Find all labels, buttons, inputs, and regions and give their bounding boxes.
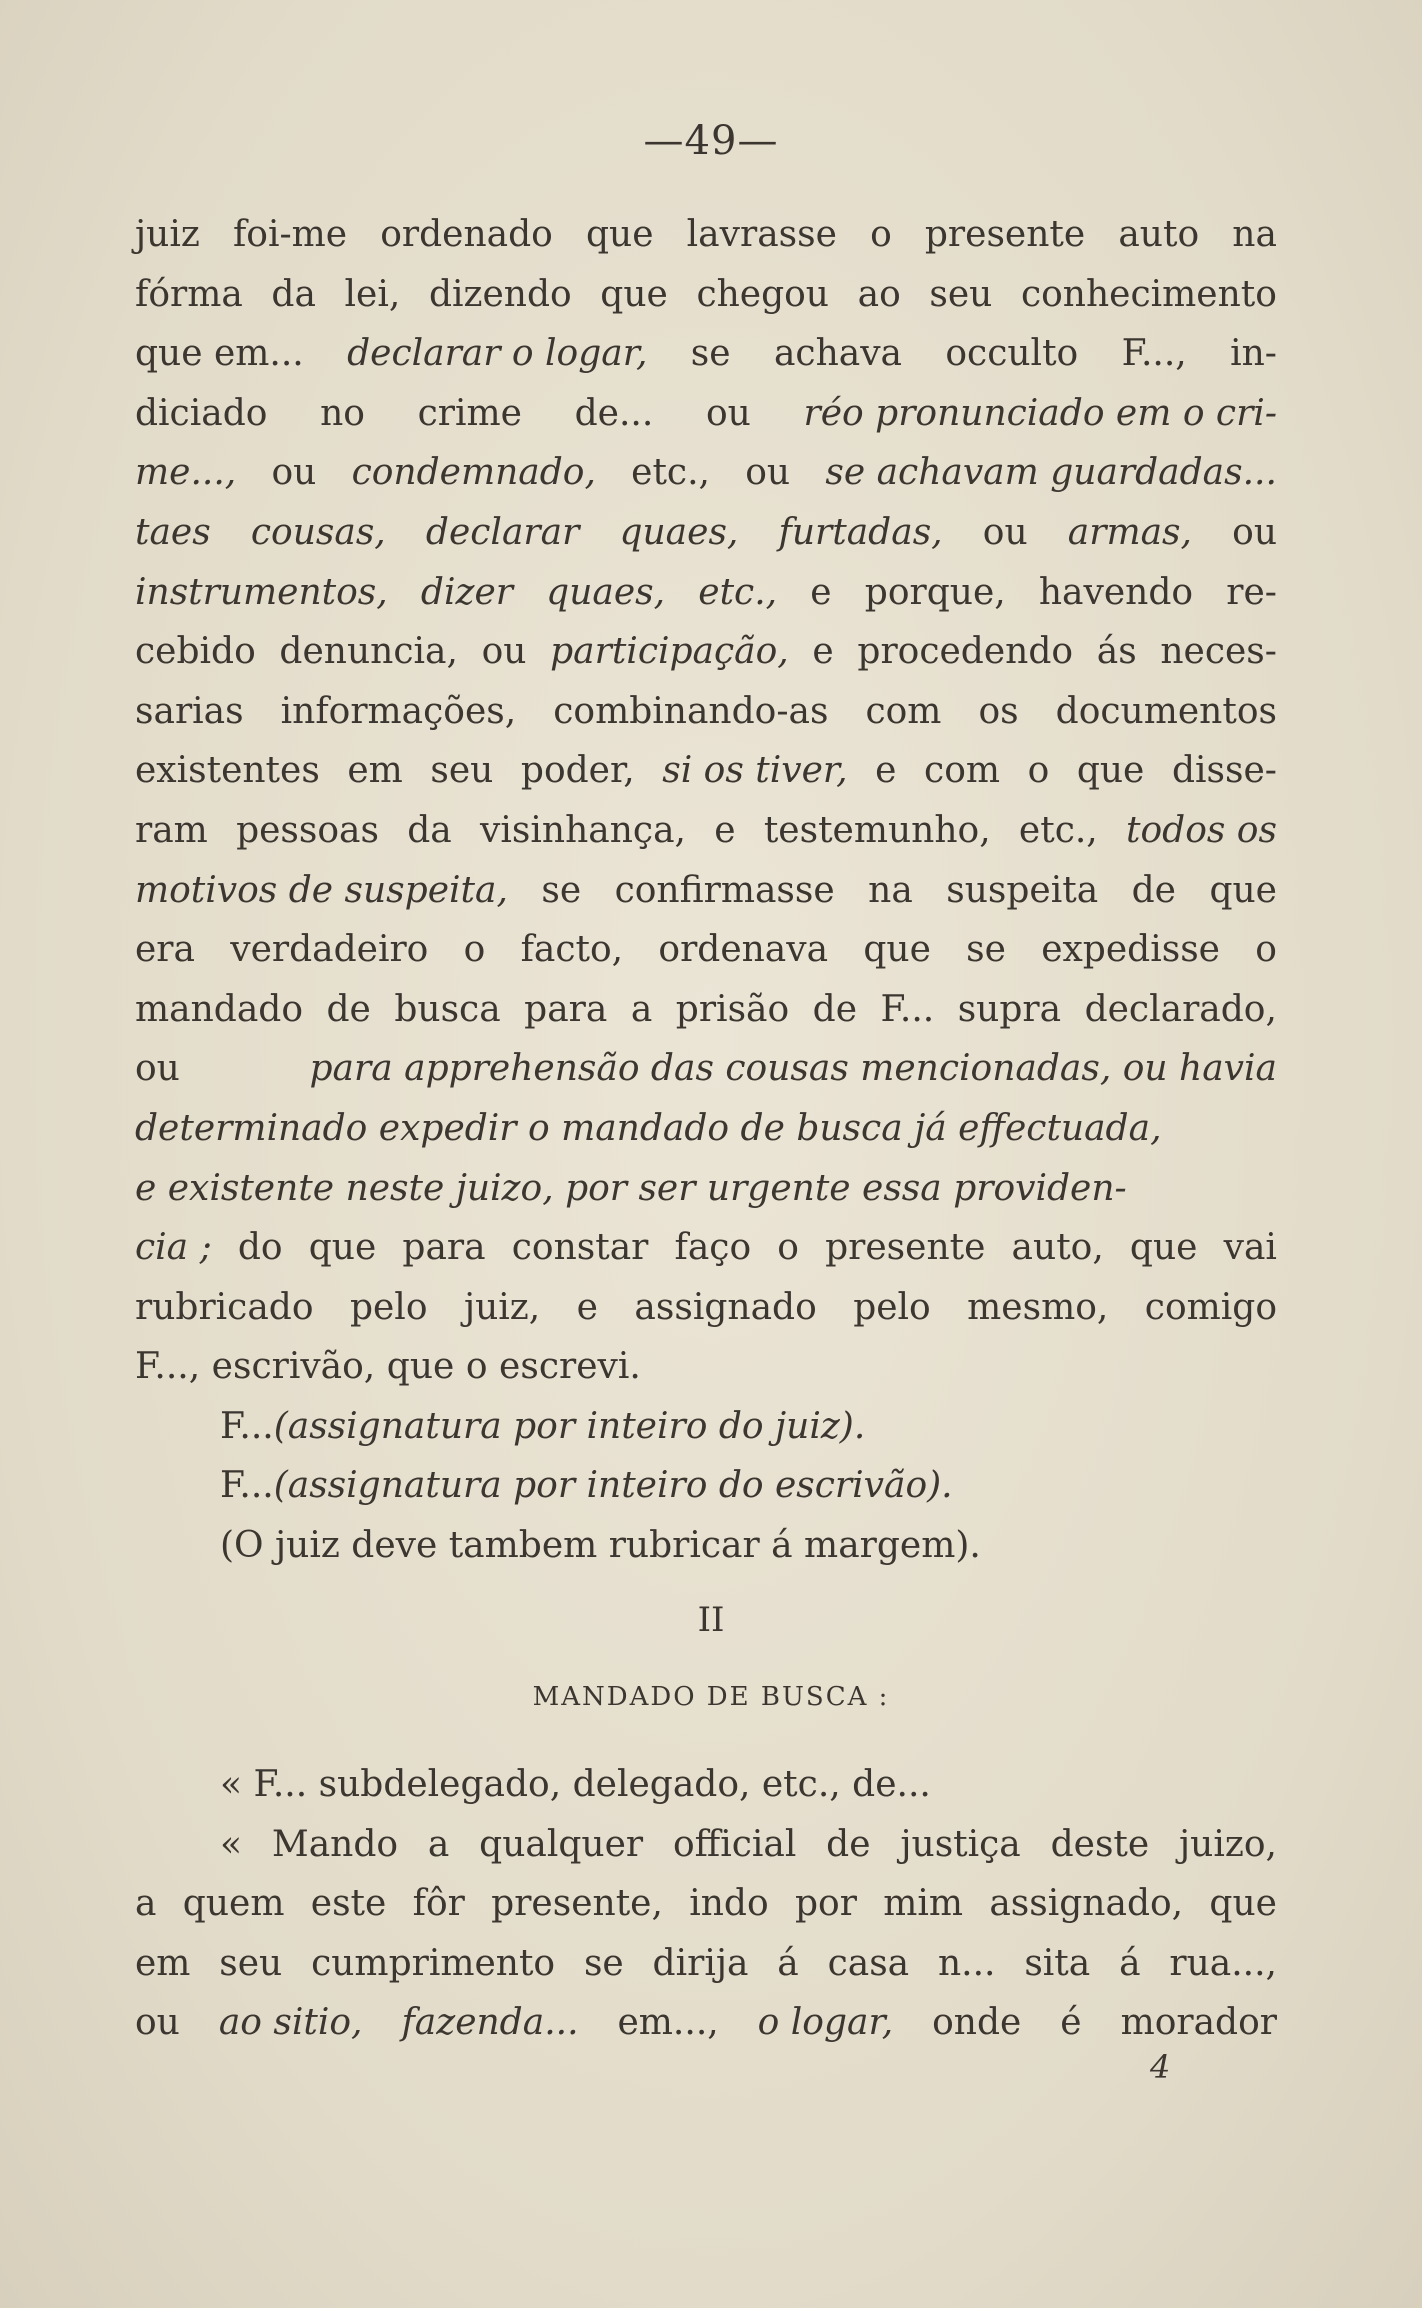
word: sita <box>1024 1942 1091 1984</box>
word: que <box>1209 869 1277 911</box>
section-text <box>135 1755 1277 2053</box>
text-line <box>135 741 1277 801</box>
word: supra <box>957 988 1062 1030</box>
word: chegou <box>696 273 829 315</box>
word: que <box>1129 1227 1198 1269</box>
word: escrivão, <box>211 1346 376 1388</box>
word: n... <box>937 1942 996 1984</box>
word: e <box>812 631 834 673</box>
word: vai <box>1223 1227 1277 1269</box>
word: os <box>978 690 1019 732</box>
word: prisão <box>675 988 790 1030</box>
word: etc., <box>631 452 710 494</box>
word: que <box>863 929 931 971</box>
word: e <box>576 1286 598 1328</box>
word: constar <box>511 1227 649 1269</box>
italic-word: motivos de suspeita, <box>135 869 508 911</box>
italic-word: o logar, <box>757 2002 894 2044</box>
word: foi-me <box>232 214 348 255</box>
word: indo <box>689 1883 769 1925</box>
word: presente <box>825 1227 986 1269</box>
italic-word: armas, <box>1067 511 1192 553</box>
italic-word: réo pronunciado em o cri- <box>803 392 1277 434</box>
word: morador <box>1120 2002 1277 2044</box>
text-line <box>135 1337 1277 1397</box>
word: re- <box>1226 571 1277 613</box>
text-line <box>135 1456 1277 1516</box>
word: o <box>1027 750 1050 792</box>
word: se <box>966 929 1006 971</box>
word: de <box>326 988 371 1030</box>
word: disse- <box>1171 750 1277 792</box>
word: em <box>135 1942 191 1984</box>
word: justiça <box>900 1823 1021 1865</box>
word: conhecimento <box>1020 273 1277 315</box>
word: etc., <box>1018 809 1098 851</box>
word: fôr <box>412 1883 465 1925</box>
word: pessoas <box>236 809 379 851</box>
word: comigo <box>1144 1286 1277 1328</box>
italic-word: declarar <box>425 511 580 553</box>
word: ou <box>271 452 317 494</box>
word: seu <box>929 273 993 315</box>
word: ou <box>705 392 751 434</box>
word: mesmo, <box>967 1286 1109 1328</box>
word: ou <box>745 452 791 494</box>
word: para <box>402 1227 486 1269</box>
word: verdadeiro <box>230 929 429 971</box>
word: documentos <box>1055 690 1277 732</box>
word: havendo <box>1038 571 1194 613</box>
text-line <box>135 1159 1277 1219</box>
word: declarado, <box>1084 988 1277 1030</box>
word: se <box>541 869 582 911</box>
word: ou <box>481 631 527 673</box>
word: presente <box>924 214 1086 255</box>
word: seu <box>219 1942 283 1984</box>
italic-word: ao sitio, <box>218 2002 363 2044</box>
word: fórma <box>135 273 243 315</box>
word: denuncia, <box>279 631 458 673</box>
word: e <box>714 809 736 851</box>
italic-word: participação, <box>550 631 789 673</box>
word: o <box>777 1227 799 1269</box>
word: auto <box>1118 214 1200 255</box>
word: dizendo <box>428 273 572 315</box>
word: que <box>308 1227 377 1269</box>
word: deste <box>1050 1823 1150 1865</box>
word: na <box>868 869 913 911</box>
word: ordenado <box>380 214 553 255</box>
word: assignado, <box>989 1883 1184 1925</box>
word: mandado <box>135 988 304 1030</box>
word: porque, <box>864 571 1006 613</box>
text-line <box>135 503 1277 563</box>
word: que <box>386 1346 455 1388</box>
word: cumprimento <box>311 1942 556 1984</box>
word: o <box>870 214 892 255</box>
signature-mark: 4 <box>1150 2048 1171 2086</box>
word: dirija <box>652 1942 749 1984</box>
text-line <box>135 622 1277 682</box>
word: o <box>1255 929 1277 971</box>
word: era <box>135 929 195 971</box>
word: auto, <box>1011 1227 1104 1269</box>
word: presente, <box>491 1883 663 1925</box>
page-number: —49— <box>643 118 779 164</box>
text-line <box>135 1874 1277 1934</box>
text-line <box>135 443 1277 503</box>
section-title: MANDADO DE BUSCA : <box>532 1682 890 1712</box>
word: cebido <box>135 631 256 673</box>
text-line <box>135 1218 1277 1278</box>
word: ou <box>135 1048 180 1090</box>
word: suspeita <box>946 869 1099 911</box>
word: Mando <box>271 1823 399 1865</box>
italic-word: instrumentos, <box>135 571 388 613</box>
word: com <box>865 690 942 732</box>
word: escrevi. <box>499 1346 641 1388</box>
word: e <box>810 571 832 613</box>
italic-word: condemnado, <box>351 452 596 494</box>
word: ram <box>135 809 208 851</box>
word: seu <box>430 750 494 792</box>
word: expedisse <box>1041 929 1220 971</box>
word: F... <box>220 1465 274 1507</box>
italic-word: determinado expedir o mandado de busca já effectuada, <box>135 1107 1162 1149</box>
word: (O juiz deve tambem rubricar á margem). <box>220 1525 981 1567</box>
word: juiz, <box>463 1286 541 1328</box>
word: ou <box>1232 511 1277 553</box>
word: á <box>1119 1942 1141 1984</box>
word: pelo <box>349 1286 428 1328</box>
word: se <box>690 333 731 375</box>
word: de <box>812 988 858 1030</box>
word: diciado <box>135 392 268 434</box>
word: F..., <box>135 1346 201 1388</box>
word: rua..., <box>1169 1942 1277 1984</box>
word: do <box>237 1227 283 1269</box>
word: o <box>463 929 486 971</box>
text-line <box>135 1397 1277 1457</box>
word: a <box>630 988 653 1030</box>
italic-word: para apprehensão das cousas mencionadas, ou havia <box>309 1048 1277 1090</box>
word: juizo, <box>1179 1823 1277 1865</box>
word: procedendo <box>857 631 1074 673</box>
word: existentes <box>135 750 320 792</box>
italic-word: dizer <box>420 571 513 613</box>
italic-word: furtadas, <box>778 511 943 553</box>
word: casa <box>827 1942 910 1984</box>
word: este <box>310 1883 387 1925</box>
word: busca <box>394 988 501 1030</box>
word: na <box>1232 214 1277 255</box>
italic-word: e existente neste juizo, por ser urgente essa providen- <box>135 1167 1127 1209</box>
word: crime <box>417 392 522 434</box>
text-line <box>135 265 1277 325</box>
word: onde <box>932 2002 1022 2044</box>
text-line <box>135 563 1277 623</box>
italic-word: fazenda... <box>401 2002 579 2044</box>
word: occulto <box>945 333 1079 375</box>
word: da <box>271 273 316 315</box>
italic-word: cia ; <box>135 1227 212 1269</box>
word: mim <box>883 1883 964 1925</box>
word: que em... <box>135 333 304 375</box>
section-number: II <box>697 1600 725 1640</box>
text-line <box>135 682 1277 742</box>
text-line <box>135 1934 1277 1994</box>
italic-word: quaes, <box>619 511 739 553</box>
text-line <box>135 1993 1277 2053</box>
word: a <box>135 1883 157 1925</box>
word: « <box>220 1823 243 1865</box>
word: assignado <box>634 1286 817 1328</box>
word: official <box>672 1823 797 1865</box>
word: em <box>347 750 403 792</box>
word: informações, <box>280 690 517 732</box>
italic-word: cousas, <box>250 511 386 553</box>
word: que <box>585 214 654 255</box>
word: de <box>826 1823 871 1865</box>
italic-word: (assignatura por inteiro do juiz). <box>273 1405 866 1447</box>
word: poder, <box>520 750 635 792</box>
text-line <box>135 324 1277 384</box>
italic-word: (assignatura por inteiro do escrivão). <box>273 1465 953 1507</box>
word: pelo <box>853 1286 931 1328</box>
text-line <box>135 1039 1277 1099</box>
body-text <box>135 205 1277 1576</box>
text-line <box>135 861 1277 921</box>
word: para <box>524 988 608 1030</box>
text-line <box>135 801 1277 861</box>
word: que <box>1076 750 1145 792</box>
text-line <box>135 980 1277 1040</box>
word: F..., <box>1121 333 1187 375</box>
italic-word: me..., <box>135 452 237 494</box>
text-line <box>135 1099 1277 1159</box>
word: juiz <box>135 214 200 255</box>
text-line <box>135 1278 1277 1338</box>
word: lavrasse <box>686 214 837 255</box>
word: testemunho, <box>763 809 991 851</box>
word: e <box>875 750 897 792</box>
word: lei, <box>344 273 401 315</box>
word: F... <box>880 988 935 1030</box>
italic-word: etc., <box>698 571 778 613</box>
word: ás <box>1096 631 1137 673</box>
word: a <box>427 1823 450 1865</box>
word: « F... subdelegado, delegado, etc., de... <box>220 1764 931 1805</box>
word: á <box>777 1942 799 1984</box>
word: combinando-as <box>553 690 829 732</box>
word: ao <box>857 273 901 315</box>
text-line <box>135 1755 1277 1815</box>
italic-word: declarar o logar, <box>347 333 648 375</box>
word: rubricado <box>135 1286 314 1328</box>
text-line <box>135 205 1277 265</box>
word: neces- <box>1160 631 1277 673</box>
word: quem <box>182 1883 285 1925</box>
italic-word: si os tiver, <box>662 750 848 792</box>
word: qualquer <box>479 1823 644 1865</box>
word: sarias <box>135 690 244 732</box>
word: de <box>1131 869 1176 911</box>
italic-word: taes <box>135 511 211 553</box>
word: confirmasse <box>614 869 835 911</box>
word: por <box>794 1883 857 1925</box>
word: se <box>583 1942 624 1984</box>
word: in- <box>1230 333 1277 375</box>
word: é <box>1060 2002 1082 2044</box>
word: visinhança, <box>480 809 686 851</box>
word: ou <box>135 2002 180 2044</box>
text-line <box>135 920 1277 980</box>
word: facto, <box>520 929 624 971</box>
word: que <box>1209 1883 1277 1925</box>
text-line <box>135 384 1277 444</box>
word: que <box>600 273 668 315</box>
word: ordenava <box>658 929 829 971</box>
italic-word: quaes, <box>546 571 666 613</box>
word: no <box>320 392 365 434</box>
word: F... <box>220 1405 274 1447</box>
word: de... <box>574 392 654 434</box>
italic-word: se achavam guardadas... <box>825 452 1277 494</box>
word: da <box>407 809 452 851</box>
text-line <box>135 1516 1277 1576</box>
word: em..., <box>617 2002 719 2044</box>
text-line <box>135 1815 1277 1875</box>
word: o <box>465 1346 488 1388</box>
word: faço <box>674 1227 752 1269</box>
italic-word: todos os <box>1126 809 1277 851</box>
word: com <box>924 750 1001 792</box>
word: achava <box>773 333 903 375</box>
word: ou <box>982 511 1028 553</box>
